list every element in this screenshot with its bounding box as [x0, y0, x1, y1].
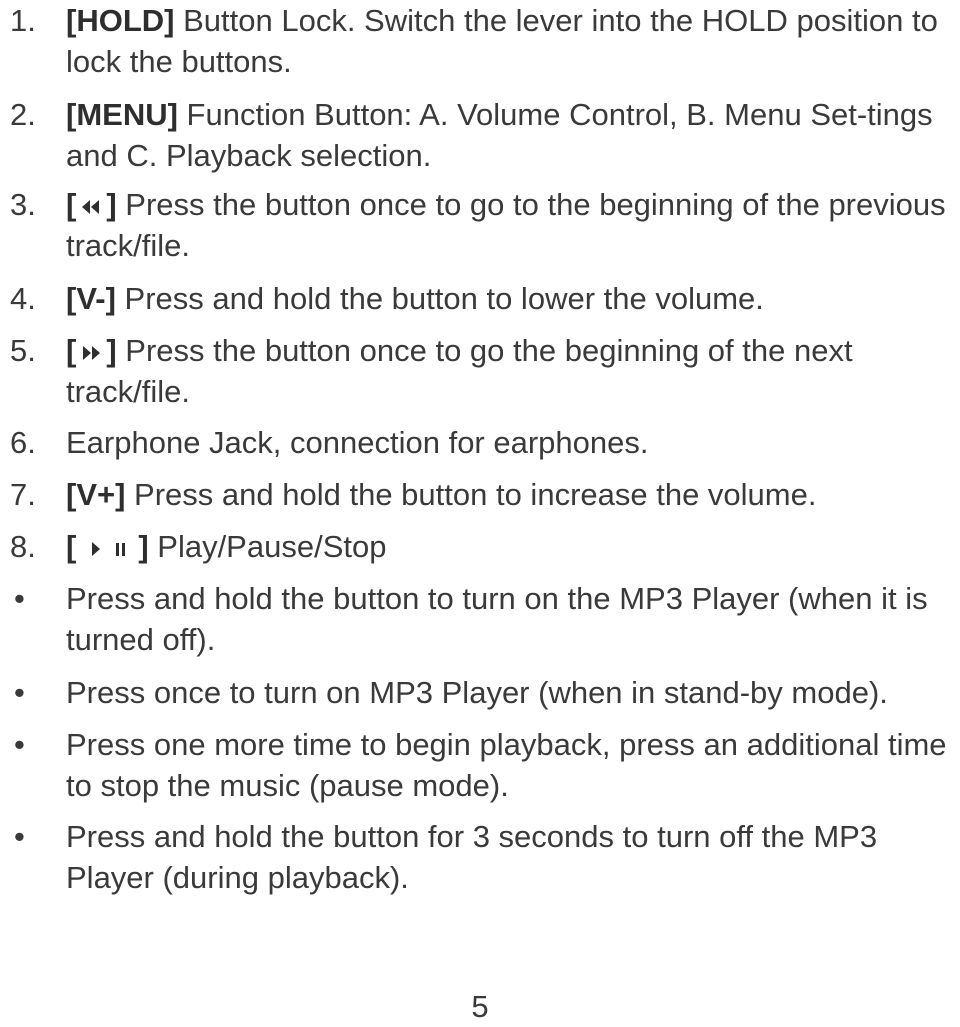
item-text [66, 94, 955, 176]
fast-forward-icon [78, 341, 104, 365]
bullet-item [0, 816, 955, 898]
key-bracket-open: [ [66, 333, 77, 368]
bullet-symbol: • [14, 675, 25, 710]
key-label: [V+] [66, 477, 126, 512]
bullet-text: Press once to turn on MP3 Player (when in stand-by mode). [66, 675, 888, 710]
item-text [66, 0, 955, 82]
item-text [66, 184, 955, 266]
item-text [66, 330, 955, 412]
bullet-symbol: • [14, 581, 25, 616]
list-item-hold [0, 0, 955, 82]
list-item-volume-down [0, 278, 955, 319]
item-text [66, 526, 955, 567]
item-text [66, 422, 955, 463]
key-bracket-open: [ [66, 187, 77, 222]
item-number: 4. [10, 281, 36, 316]
list-item-volume-up [0, 474, 955, 515]
item-description: Function Button: A. Volume Control, B. Menu Set-tings and C. Playback selection. [66, 97, 933, 173]
list-item-menu [0, 94, 955, 176]
item-number: 3. [10, 187, 36, 222]
item-number: 1. [10, 3, 36, 38]
bullet-symbol: • [14, 819, 25, 854]
item-text [66, 474, 955, 515]
key-label: [MENU] [66, 97, 178, 132]
item-description: Press and hold the button to lower the volume. [115, 281, 764, 316]
key-label: [V-] [66, 281, 116, 316]
item-description: Press and hold the button to increase the volume. [125, 477, 817, 512]
bullet-item [0, 578, 955, 660]
page-number: 5 [471, 989, 489, 1024]
key-bracket-open: [ [66, 529, 77, 564]
rewind-icon [78, 195, 104, 219]
item-description: Press the button once to go the beginning of the next track/file. [66, 333, 853, 409]
bullet-symbol: • [14, 727, 25, 762]
bullet-text: Press and hold the button for 3 seconds to turn off the MP3 Player (during playback). [66, 819, 878, 895]
list-item-previous [0, 184, 955, 266]
item-description: Play/Pause/Stop [148, 529, 387, 564]
list-item-next [0, 330, 955, 412]
bullet-text: Press one more time to begin playback, press an additional time to stop the music (pause mode). [66, 727, 947, 803]
item-description: Button Lock. Switch the lever into the HOLD position to lock the buttons. [66, 3, 938, 79]
item-number: 8. [10, 529, 36, 564]
key-label: [HOLD] [66, 3, 175, 38]
item-number: 2. [10, 97, 36, 132]
bullet-text: Press and hold the button to turn on the MP3 Player (when it is turned off). [66, 581, 928, 657]
item-description: Earphone Jack, connection for earphones. [66, 425, 649, 460]
item-description: Press the button once to go to the beginning of the previous track/file. [66, 187, 946, 263]
item-number: 5. [10, 333, 36, 368]
key-bracket-close: ] [138, 529, 149, 564]
bullet-item [0, 672, 955, 713]
item-number: 7. [10, 477, 36, 512]
item-text [66, 278, 955, 319]
list-item-earphone [0, 422, 955, 463]
play-pause-icon [78, 537, 136, 561]
bullet-item [0, 724, 955, 806]
key-bracket-close: ] [106, 333, 117, 368]
list-item-play-pause [0, 526, 955, 567]
key-bracket-close: ] [106, 187, 117, 222]
item-number: 6. [10, 425, 36, 460]
